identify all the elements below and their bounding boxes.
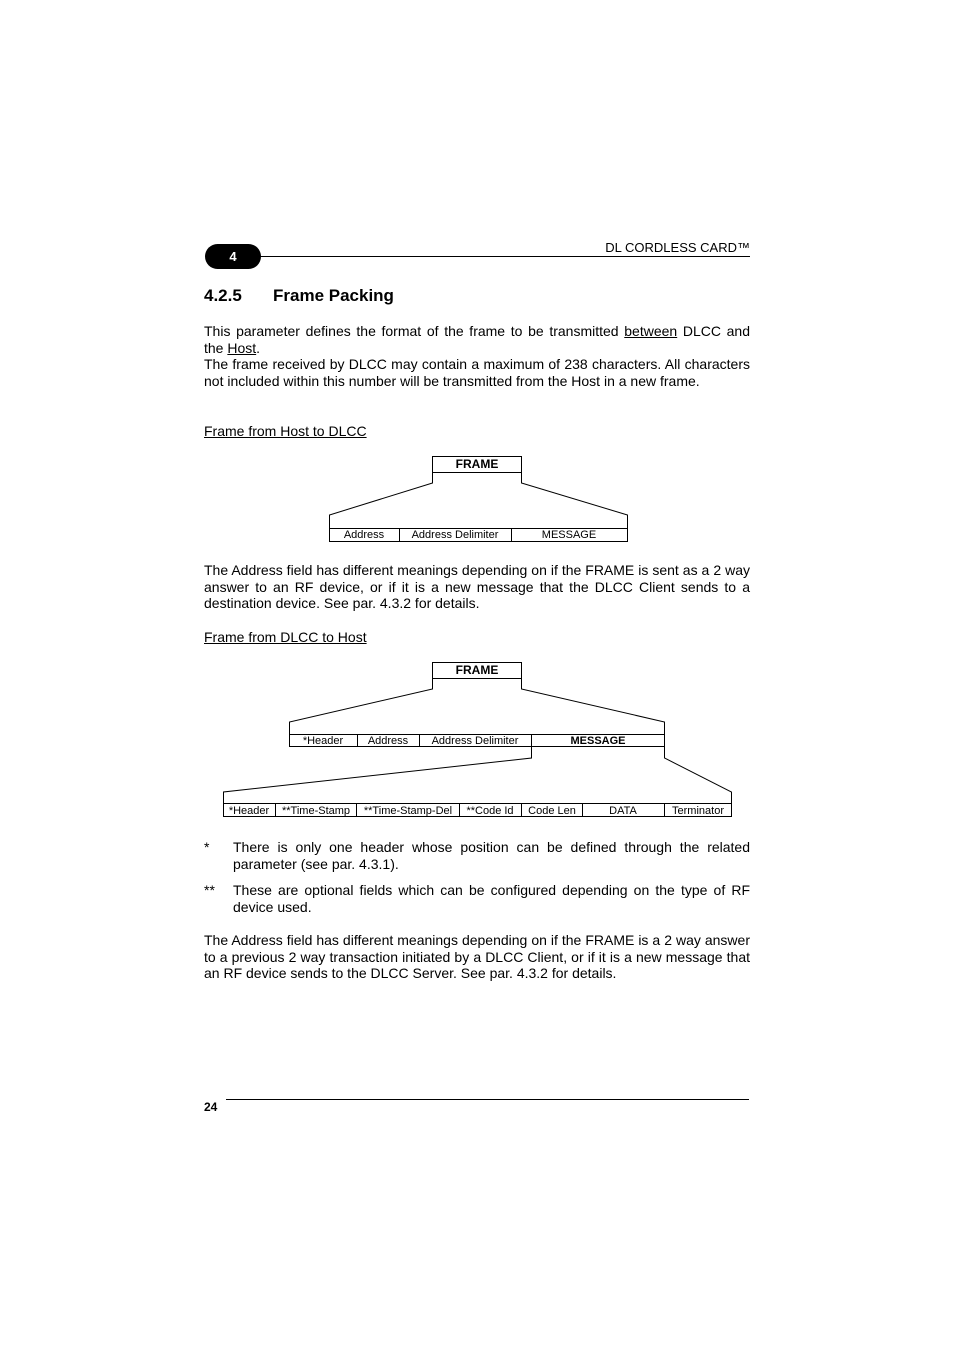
diagram1-field-address: Address [343, 529, 385, 541]
intro-term-between: between [624, 323, 678, 339]
message-field-data: DATA [609, 805, 637, 817]
diagram2-frame-label: FRAME [455, 663, 499, 677]
intro-paragraph-2: The frame received by DLCC may contain a maximum of 238 characters. All characters not included within this number will be transmitted from the Host in a new frame. [204, 356, 750, 389]
section-title: Frame Packing [273, 286, 394, 305]
address-paragraph: The Address field has different meanings depending on if the FRAME is sent as a 2 way answer to an RF device, or if it is a new message that the DLCC Client sends to a destination device. See par. 4.3.2 for details. [204, 562, 750, 612]
note-1-mark: * [204, 839, 210, 855]
message-field-time-stamp: **Time-Stamp [281, 805, 351, 817]
message-field-code-len: Code Len [528, 805, 576, 817]
message-field-code-id: **Code Id [466, 805, 514, 817]
message-field-time-stamp-del: **Time-Stamp-Del [363, 805, 453, 817]
diagram1-field-address-delimiter: Address Delimiter [411, 529, 499, 541]
intro-text-a: This parameter defines the format of the frame to be transmitted [204, 323, 625, 339]
diagram1-field-message: MESSAGE [541, 529, 597, 541]
running-title: DL CORDLESS CARD™ [605, 240, 750, 255]
intro-text-c: . [256, 339, 261, 356]
diagram2-field-address: Address [367, 735, 409, 747]
final-paragraph: The Address field has different meanings depending on if the FRAME is a 2 way answer to a previous 2 way transaction initiated by a DLCC Client, or if it is a new message that an RF device sends to the DLCC Server. See par. 4.3.2 for details. [204, 932, 750, 982]
diagram2-left-connector [290, 679, 433, 735]
diagram1-left-connector [330, 473, 433, 529]
chapter-number: 4 [229, 249, 237, 264]
message-field-header: *Header [228, 805, 270, 817]
message-field-terminator: Terminator [672, 805, 724, 817]
diagram2-right-connector [522, 679, 665, 735]
diagram1-right-connector [522, 473, 628, 529]
note-1-text: There is only one header whose position can be defined through the related parameter (see par. 4.3.1). [233, 839, 750, 872]
diagram1-caption: Frame from Host to DLCC [204, 423, 367, 439]
diagram1-frame-label: FRAME [455, 457, 499, 471]
note-2-text: These are optional fields which can be configured depending on the type of RF device used. [233, 882, 750, 915]
footer-rule [226, 1099, 749, 1100]
diagram2-caption: Frame from DLCC to Host [204, 629, 367, 645]
intro-text-b: DLCC and the [204, 323, 750, 356]
diagram2-field-message: MESSAGE [570, 735, 626, 747]
page-number: 24 [204, 1100, 218, 1114]
message-right-connector [665, 747, 732, 804]
diagram2-field-address-delimiter: Address Delimiter [431, 735, 519, 747]
note-2-mark: ** [204, 882, 215, 898]
message-left-connector [224, 747, 532, 804]
section-number: 4.2.5 [204, 286, 242, 305]
diagram2-field-header: *Header [302, 735, 344, 747]
intro-term-host: Host [227, 339, 257, 356]
